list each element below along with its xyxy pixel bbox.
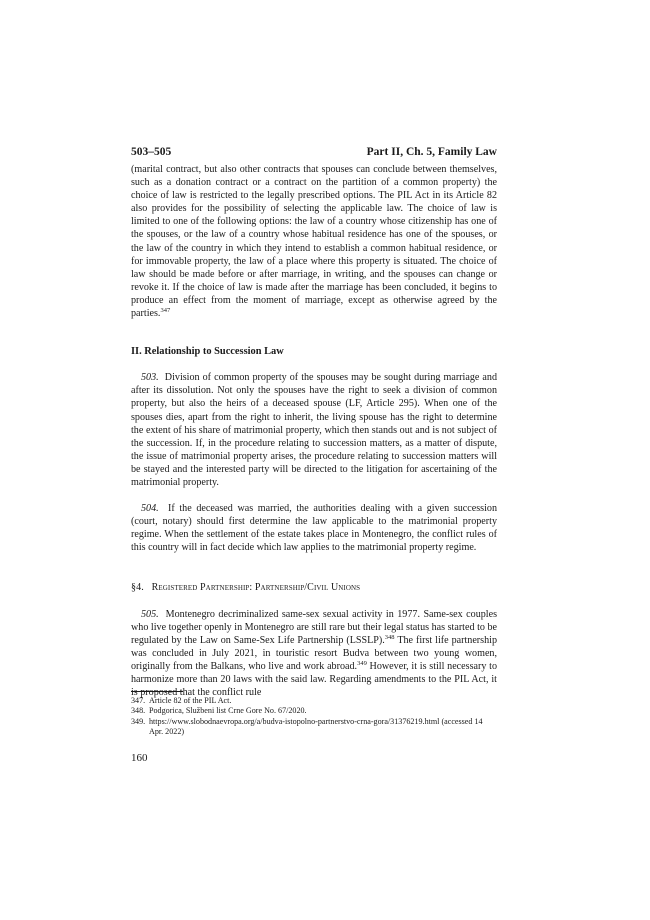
footnote-ref-347[interactable]: 347: [160, 307, 171, 315]
footnote-348: [131, 706, 497, 716]
footnote-347: [131, 696, 497, 706]
footnote-number: 347.: [131, 696, 146, 705]
footnote-text: Article 82 of the PIL Act.: [149, 696, 232, 705]
footnotes: [131, 696, 497, 738]
intro-text: (marital contract, but also other contracts that spouses can conclude between themselves, such as a donation contract or a contract on the partition of a common property) the choice of law is restricted to the legally prescribed options. The PIL Act in its Article 82 also provides for the possibility of selecting the applicable law. The choice of law is limited to one of the following options: the law of a country whose citizenship has one of the spouses, or the law of a country whose habitual residence has one of the spouses, or the law of the country in which they intend to establish a common habitual residence, or for immovable property, the law of a place where this property is situated. The choice of law should be made before or after marriage, in writing, and the spouses can change or revoke it. If the choice of law is made after the marriage has been concluded, it begins to produce an effect from the moment of marriage, except as otherwise agreed by the parties.: [131, 164, 497, 320]
footnote-ref-349[interactable]: 349: [357, 659, 367, 667]
page-number: 160: [131, 752, 148, 764]
footnote-link-text[interactable]: https://www.slobodnaevropa.org/a/budva-istopolno-partnerstvo-crna-gora/31376219.html (accessed 14 Apr. 2022): [149, 716, 483, 737]
section-number: §4.: [131, 582, 144, 594]
paragraph-505: [131, 608, 497, 700]
paragraph-number: 503.: [141, 372, 159, 384]
footnote-349: [131, 717, 497, 738]
section-heading-succession: II. Relationship to Succession Law: [131, 346, 284, 358]
paragraph-text: However, it is still necessary to harmonize more than 20 laws with the said law. Regarding amendments to the PIL Act, it is proposed that the conflict rule: [131, 660, 497, 699]
paragraph-text: Division of common property of the spouses may be sought during marriage and after its dissolution. Not only the spouses have the right to seek a division of common property, but also the heirs of a deceased spouse (LF, Article 295). When one of the spouses dies, apart from the right to inherit, the living spouse has the right to determine the extent of his share of matrimonial property, which then stands out and is not subject of the succession. If, in the procedure relating to succession matters, as a matter of dispute, the issue of matrimonial property arises, the procedure relating to succession matters will be stayed and the interested party will be directed to the litigation for ascertaining of the matrimonial property.: [131, 372, 497, 488]
section-title: Registered Partnership: Partnership/Civil Unions: [151, 582, 361, 594]
intro-paragraph: [131, 163, 497, 320]
footnote-rule: [131, 691, 183, 692]
footnote-number: 348.: [131, 706, 146, 716]
paragraph-text: If the deceased was married, the authorities dealing with a given succession (court, notary) should first determine the law applicable to the matrimonial property regime. When the settlement of the estate takes place in Montenegro, the conflict rules of this country will in fact decide which law applies to the matrimonial property regime.: [131, 503, 498, 554]
footnote-text: Podgorica, Službeni list Crne Gore No. 67/2020.: [149, 706, 307, 716]
running-head-paragraph-range: 503–505: [131, 146, 172, 158]
running-head-chapter: Part II, Ch. 5, Family Law: [366, 146, 497, 158]
paragraph-number: 505.: [141, 608, 159, 620]
paragraph-503: [131, 371, 497, 489]
body-text: [131, 163, 497, 699]
running-head: [131, 146, 497, 158]
paragraph-number: 504.: [141, 503, 159, 515]
paragraph-text: The first life partnership was concluded in July 2021, in touristic resort Budva between two young women, originally from the Balkans, who live and work abroad.: [131, 634, 497, 672]
paragraph-504: [131, 502, 497, 554]
section-heading-registered-partnership: [131, 581, 497, 594]
footnote-number: 349.: [131, 716, 146, 726]
footnote-ref-348[interactable]: 348: [384, 633, 395, 641]
paragraph-text: Montenegro decriminalized same-sex sexual activity in 1977. Same-sex couples who live together openly in Montenegro are still rare but their legal status has started to be regulated by the Law on Same-Sex Life Partnership (LSSLP).: [131, 608, 497, 646]
